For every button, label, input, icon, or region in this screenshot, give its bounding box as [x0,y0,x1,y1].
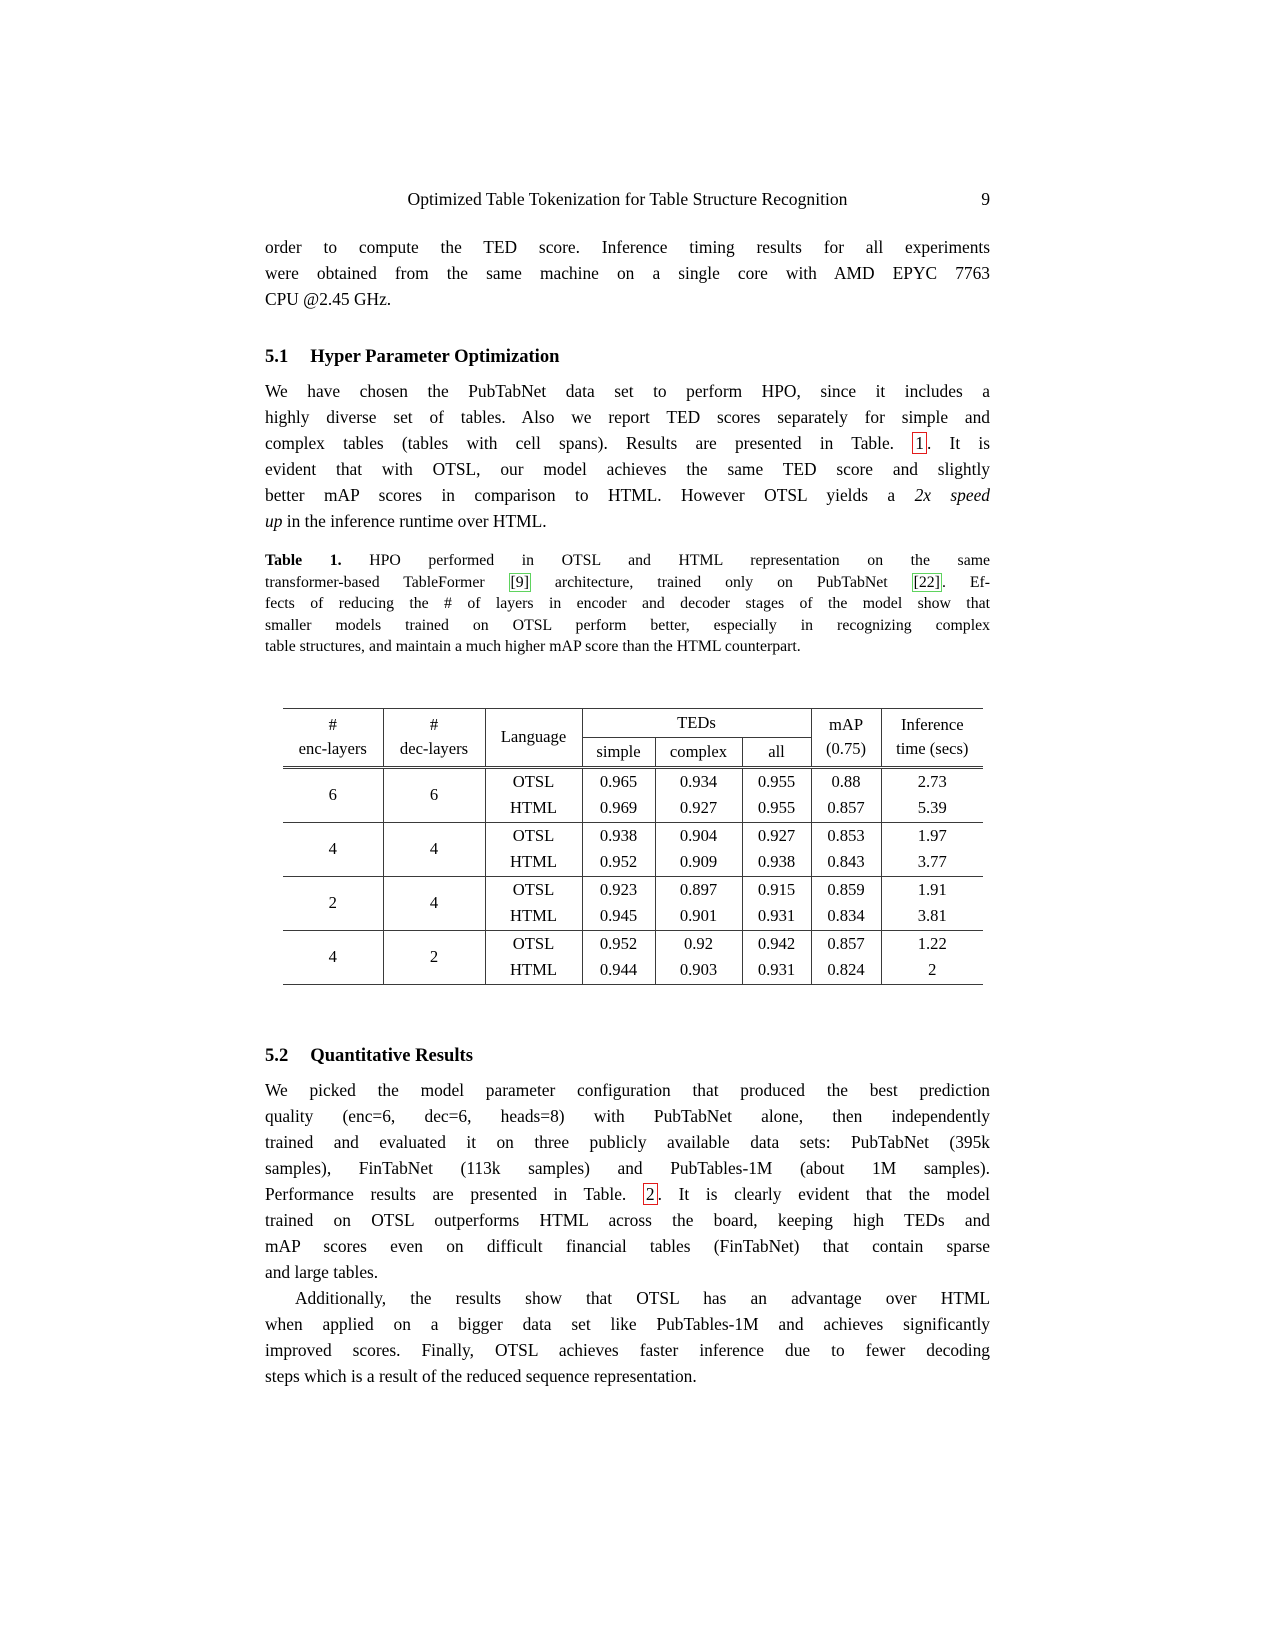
cell-dec-layers: 6 [383,767,485,822]
cell-time: 3.77 [917,852,947,872]
text-run: CPU @2.45 GHz. [265,289,392,309]
cell-map: 0.857 [811,930,881,957]
cell-time: 2.73 [917,771,947,791]
text-line [265,1129,990,1155]
cell-simple: 0.965 [582,767,655,795]
running-title: Optimized Table Tokenization for Table Structure Recognition [407,189,848,209]
section-5-2-paragraph-1 [265,1077,990,1285]
cell-all: 0.938 [742,849,811,876]
cell-lang: HTML [485,849,582,876]
cell-lang: OTSL [485,767,582,795]
text-run: Additionally, the results show that OTSL has an advantage over HTML [295,1287,990,1308]
text-line [265,1233,990,1259]
section-number: 5.1 [265,346,289,367]
cell-simple: 0.944 [582,957,655,984]
cell-enc-layers: 4 [283,822,383,876]
cell-time: 5.39 [917,798,947,818]
cell-complex: 0.897 [655,876,742,903]
table-row [283,930,983,957]
cell-lang: OTSL [485,930,582,957]
section-heading-5-1 [265,344,990,370]
emphasized-text: up [265,511,283,531]
cell-all: 0.927 [742,822,811,849]
text-line [265,636,990,658]
text-line [265,572,990,594]
cell-enc-layers: 6 [283,767,383,822]
text-run: steps which is a result of the reduced sequence representation. [265,1365,697,1386]
cell-lang: HTML [485,795,582,822]
table-row [283,767,983,795]
intro-paragraph [265,234,990,312]
cell-lang: OTSL [485,876,582,903]
table-reference-link[interactable]: 2 [643,1183,658,1205]
cell-map: 0.834 [811,903,881,930]
header-teds-all: all [742,737,811,767]
cell-all: 0.955 [742,767,811,795]
cell-simple: 0.938 [582,822,655,849]
cell-map: 0.843 [811,849,881,876]
text-run: evident that with OTSL, our model achieves the same TED score and slightly [265,459,990,479]
text-run: We picked the model parameter configuration that produced the best prediction [265,1079,990,1100]
cell-map: 0.857 [811,795,881,822]
text-run: . It is clearly evident that the model [657,1183,990,1204]
text-line [265,1311,990,1337]
section-5-2-paragraph-2 [265,1285,990,1389]
text-run: were obtained from the same machine on a single core with AMD EPYC 7763 [265,263,990,283]
text-run: smaller models trained on OTSL perform better, especially in recognizing complex [265,616,990,634]
cell-map: 0.88 [811,767,881,795]
text-line [265,482,990,508]
text-run: and large tables. [265,1261,379,1282]
cell-enc-layers: 2 [283,876,383,930]
cell-map: 0.824 [811,957,881,984]
text-run: Performance results are presented in Table. [265,1183,643,1204]
text-run: order to compute the TED score. Inference timing results for all experiments [265,237,990,257]
text-line [265,430,990,456]
text-line [265,404,990,430]
table-row [283,822,983,849]
cell-lang: HTML [485,957,582,984]
table-1-header [283,708,983,767]
cell-time: 2 [928,960,937,980]
header-map: mAP (0.75) [811,708,881,767]
text-run: architecture, trained only on PubTabNet [530,573,912,591]
text-run: . Ef- [941,573,990,591]
text-run: in the inference runtime over HTML. [282,511,547,531]
cell-complex: 0.904 [655,822,742,849]
text-run: transformer-based TableFormer [265,573,509,591]
text-line [265,615,990,637]
text-line [265,1363,990,1389]
text-run: better mAP scores in comparison to HTML. However OTSL yields a [265,485,915,505]
table-1 [283,708,983,985]
text-line [265,260,990,286]
cell-complex: 0.927 [655,795,742,822]
citation-link[interactable]: [9] [510,573,529,591]
text-line [265,456,990,482]
header-dec-layers: # dec-layers [383,708,485,767]
text-line [265,1077,990,1103]
emphasized-text: 2x speed [914,485,991,505]
cell-lang: OTSL [485,822,582,849]
header-teds-simple: simple [582,737,655,767]
text-line [265,1103,990,1129]
cell-time: 3.81 [917,906,947,926]
text-run: highly diverse set of tables. Also we report TED scores separately for simple and [265,407,990,427]
text-line [265,550,990,572]
header-language: Language [485,708,582,767]
text-run: quality (enc=6, dec=6, heads=8) with PubTabNet alone, then independently [265,1105,990,1126]
text-line [265,378,990,404]
section-number: 5.2 [265,1044,289,1066]
text-run: mAP scores even on difficult financial tables (FinTabNet) that contain sparse [265,1235,990,1256]
cell-complex: 0.909 [655,849,742,876]
cell-lang: HTML [485,903,582,930]
cell-map: 0.859 [811,876,881,903]
cell-all: 0.915 [742,876,811,903]
cell-complex: 0.92 [655,930,742,957]
cell-simple: 0.969 [582,795,655,822]
header-teds: TEDs [582,708,811,737]
text-line [265,1337,990,1363]
text-run: samples), FinTabNet (113k samples) and PubTables-1M (about 1M samples). [265,1157,990,1178]
header-inference-time: Inference time (secs) [881,708,983,767]
cell-time: 1.91 [881,876,983,903]
cell-complex: 0.934 [655,767,742,795]
text-run: when applied on a bigger data set like PubTables-1M and achieves significantly [265,1313,990,1334]
cell-all: 0.931 [742,957,811,984]
section-title: Quantitative Results [310,1044,473,1066]
text-run: complex tables (tables with cell spans). Results are presented in Table. [265,433,913,453]
text-run: fects of reducing the # of layers in encoder and decoder stages of the model show that [265,595,990,613]
cell-dec-layers: 4 [383,876,485,930]
text-line [265,286,990,312]
table-1-body [283,767,983,984]
cell-complex: 0.901 [655,903,742,930]
text-run: We have chosen the PubTabNet data set to perform HPO, since it includes a [265,381,990,401]
header-teds-complex: complex [655,737,742,767]
running-header [265,186,990,212]
text-run: improved scores. Finally, OTSL achieves faster inference due to fewer decoding [265,1339,990,1360]
bold-label: Table 1. [265,552,342,569]
text-line [265,234,990,260]
citation-link[interactable]: [22] [913,573,940,591]
table-reference-link[interactable]: 1 [912,432,927,454]
cell-time: 1.22 [881,930,983,957]
cell-all: 0.931 [742,903,811,930]
section-heading-5-2 [265,1043,990,1069]
text-line [265,1181,990,1207]
cell-enc-layers: 4 [283,930,383,984]
text-run: HPO performed in OTSL and HTML representation on the same [341,552,991,569]
cell-dec-layers: 4 [383,822,485,876]
text-run: trained on OTSL outperforms HTML across the board, keeping high TEDs and [265,1209,990,1230]
text-line [265,593,990,615]
text-line [265,1207,990,1233]
text-line [265,1285,990,1311]
cell-complex: 0.903 [655,957,742,984]
table-1-caption [265,550,990,658]
text-line [265,1155,990,1181]
cell-simple: 0.945 [582,903,655,930]
cell-all: 0.942 [742,930,811,957]
page-content [265,186,990,1389]
cell-map: 0.853 [811,822,881,849]
text-run: . It is [926,433,991,453]
cell-time: 1.97 [881,822,983,849]
cell-all: 0.955 [742,795,811,822]
text-line [265,1259,990,1285]
cell-simple: 0.952 [582,930,655,957]
section-title: Hyper Parameter Optimization [310,346,560,367]
cell-simple: 0.923 [582,876,655,903]
text-run: table structures, and maintain a much higher mAP score than the HTML counterpart. [265,638,801,656]
text-line [265,508,990,534]
text-run: trained and evaluated it on three publicly available data sets: PubTabNet (395k [265,1131,990,1152]
cell-simple: 0.952 [582,849,655,876]
header-enc-layers: # enc-layers [283,708,383,767]
page-number: 9 [981,189,990,209]
table-row [283,876,983,903]
cell-dec-layers: 2 [383,930,485,984]
section-5-1-paragraph [265,378,990,534]
